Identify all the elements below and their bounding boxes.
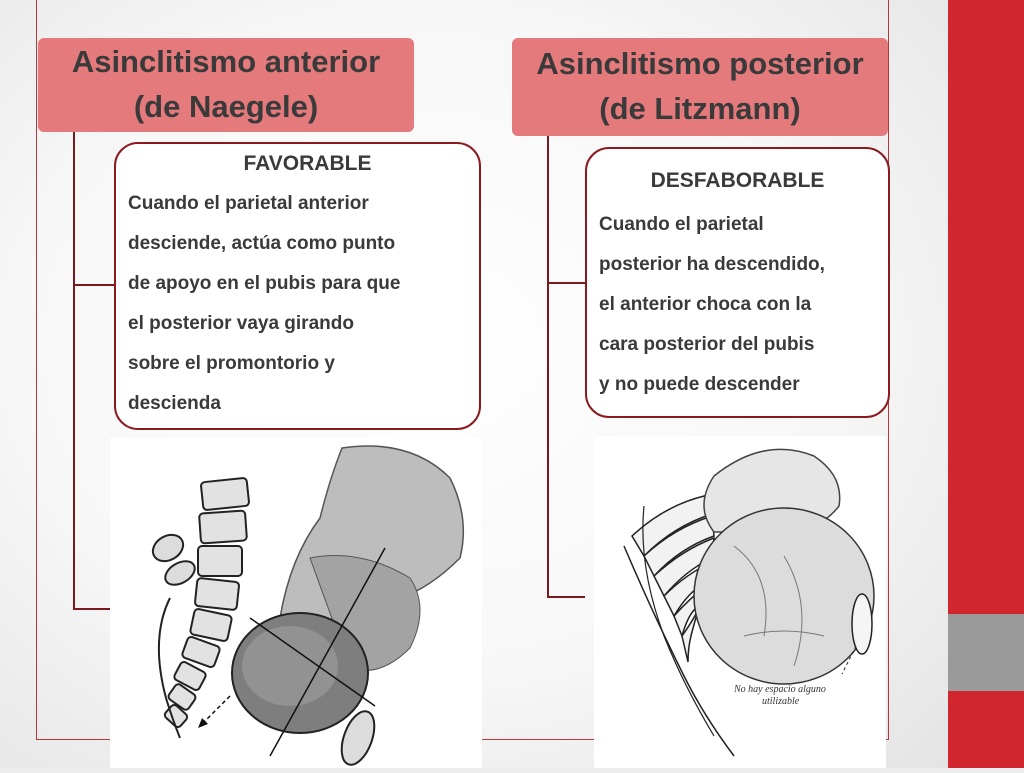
left-tree-branch	[73, 284, 115, 286]
left-tree-vertical	[73, 132, 75, 610]
side-bar-gray	[948, 614, 1024, 691]
favorable-line: de apoyo en el pubis para que	[128, 273, 401, 294]
favorable-line: descienda	[128, 393, 221, 414]
favorable-card	[114, 142, 481, 430]
favorable-title: FAVORABLE	[243, 152, 372, 175]
right-tree-branch	[547, 282, 585, 284]
desfaborable-line: posterior ha descendido,	[599, 254, 825, 275]
favorable-line: sobre el promontorio y	[128, 353, 335, 374]
desfaborable-line: cara posterior del pubis	[599, 334, 815, 355]
desfaborable-title: DESFABORABLE	[650, 169, 825, 192]
anterior-illustration-svg	[110, 438, 482, 768]
desfaborable-line: el anterior choca con la	[599, 294, 812, 315]
desfaborable-text	[587, 193, 888, 405]
favorable-line: desciende, actúa como punto	[128, 233, 396, 254]
right-header-line2: (de Litzmann)	[599, 91, 801, 126]
left-tree-bottom	[73, 608, 115, 610]
right-header	[512, 38, 888, 136]
desfaborable-card	[585, 147, 890, 418]
desfaborable-line: Cuando el parietal	[599, 214, 764, 235]
favorable-line: el posterior vaya girando	[128, 313, 354, 334]
right-header-line1: Asinclitismo posterior	[536, 46, 864, 82]
favorable-line: Cuando el parietal anterior	[128, 193, 369, 214]
desfaborable-line: y no puede descender	[599, 374, 800, 395]
posterior-illustration-svg	[594, 436, 886, 768]
right-tree-bottom	[547, 596, 585, 598]
left-header-line2: (de Naegele)	[133, 89, 319, 124]
posterior-asynclitism-illustration	[594, 436, 886, 768]
anterior-asynclitism-illustration	[110, 438, 482, 768]
favorable-text	[116, 176, 479, 424]
right-tree-vertical	[547, 136, 549, 598]
side-bar-red-top	[948, 0, 1024, 614]
side-bar-red-bottom	[948, 691, 1024, 768]
illustration-caption-line1: No hay espacio alguno	[734, 684, 826, 695]
left-header	[38, 38, 414, 132]
left-header-line1: Asinclitismo anterior	[71, 44, 381, 80]
illustration-caption-line2: utilizable	[762, 696, 800, 707]
